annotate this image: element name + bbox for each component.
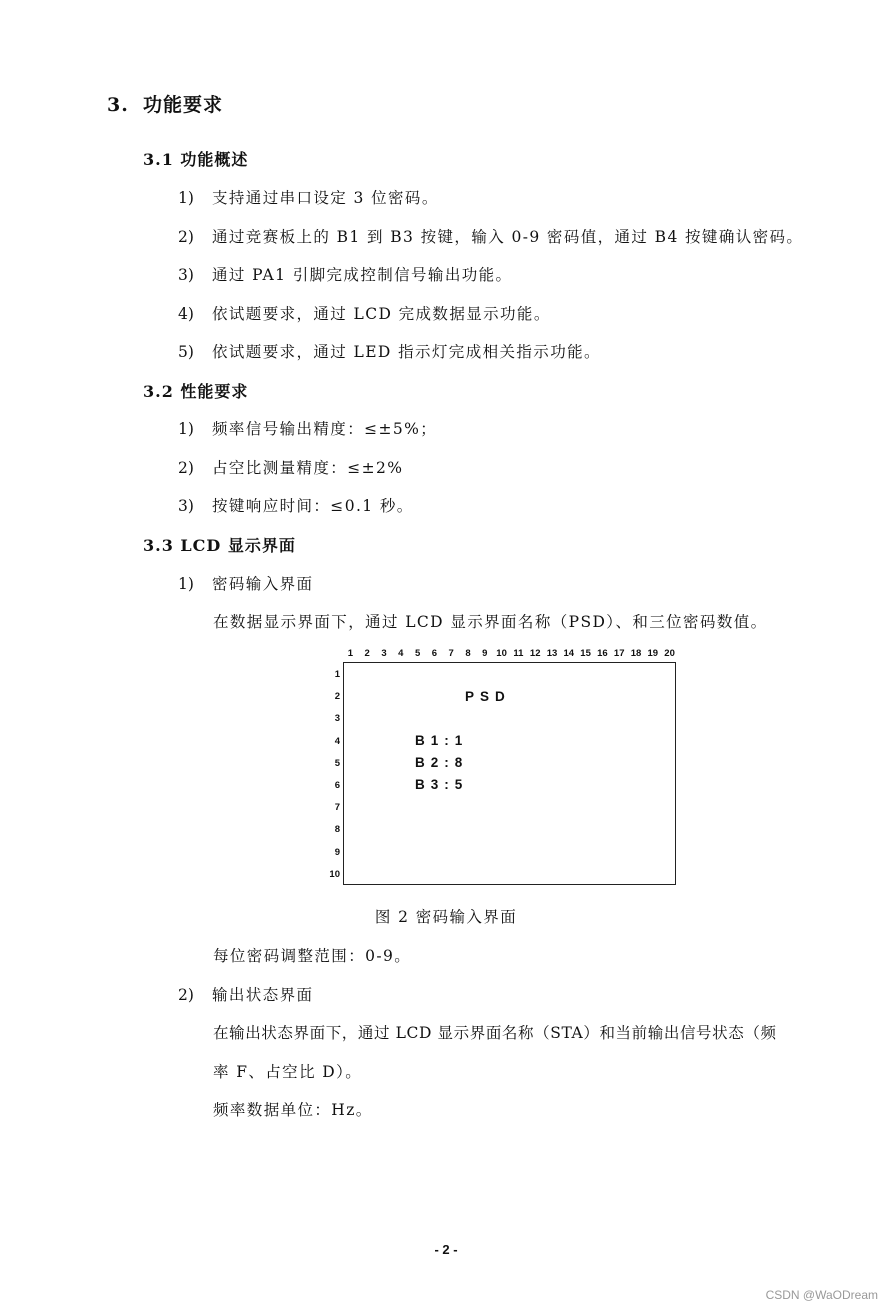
lcd-line-b2: B2:8	[415, 755, 469, 770]
lcd-row-number: 8	[334, 824, 340, 836]
lcd-column-number: 8	[465, 648, 471, 659]
lcd-column-number: 12	[529, 648, 541, 659]
page-number: - 2 -	[434, 1242, 458, 1257]
list-item-text: 通过竞赛板上的 B1 到 B3 按键，输入 0-9 密码值，通过 B4 按键确认密码。	[212, 228, 804, 246]
subsection-title-3-3: 3.3 LCD 显示界面	[143, 536, 296, 555]
lcd-line-b1: B1:1	[415, 733, 469, 748]
list-item-text: 密码输入界面	[212, 575, 314, 593]
list-item	[178, 263, 512, 285]
list-item-number: 1)	[178, 420, 194, 438]
lcd-row-number: 9	[334, 846, 340, 858]
list-item-number: 4)	[178, 305, 194, 323]
list-item	[178, 225, 803, 247]
lcd-column-number: 5	[414, 648, 421, 659]
lcd-title: PSD	[465, 689, 511, 704]
paragraph: 频率数据单位：Hz。	[213, 1101, 373, 1119]
lcd-row-number: 4	[334, 735, 340, 747]
lcd-column-number: 17	[613, 648, 625, 659]
lcd-row-number: 3	[334, 713, 340, 725]
lcd-column-number: 2	[364, 648, 370, 659]
list-item-text: 通过 PA1 引脚完成控制信号输出功能。	[212, 266, 513, 284]
lcd-row-number: 5	[334, 757, 340, 769]
list-item	[178, 186, 439, 208]
list-item-text: 频率信号输出精度：≤±5%；	[212, 420, 438, 438]
lcd-line-b3: B3:5	[415, 777, 469, 792]
lcd-row-number: 10	[329, 868, 340, 880]
lcd-column-number: 18	[630, 648, 642, 659]
lcd-column-number: 11	[513, 648, 524, 659]
watermark: CSDN @WaODream	[765, 1288, 878, 1302]
list-item-text: 占空比测量精度：≤±2%	[212, 459, 404, 477]
lcd-column-number: 16	[597, 648, 608, 659]
list-item-text: 支持通过串口设定 3 位密码。	[212, 189, 439, 207]
list-item-number: 1)	[178, 189, 194, 207]
lcd-column-number: 6	[431, 648, 438, 659]
lcd-column-number: 3	[381, 648, 387, 659]
lcd-column-number: 7	[448, 648, 454, 659]
list-item	[178, 417, 437, 439]
list-item	[178, 340, 601, 362]
list-item-text: 输出状态界面	[212, 986, 314, 1004]
list-item-number: 3)	[178, 266, 194, 284]
lcd-column-number: 15	[580, 648, 591, 659]
lcd-column-number: 13	[546, 648, 558, 659]
list-item-text: 按键响应时间：≤0.1 秒。	[212, 497, 414, 515]
lcd-column-numbers	[342, 648, 678, 662]
list-item-number: 1)	[178, 575, 194, 593]
list-item	[178, 456, 403, 478]
lcd-row-number: 6	[334, 780, 340, 791]
list-item	[178, 494, 414, 516]
lcd-column-number: 19	[647, 648, 659, 659]
list-item-number: 2)	[178, 459, 194, 477]
list-item-text: 依试题要求，通过 LED 指示灯完成相关指示功能。	[212, 343, 601, 361]
section-title: 功能要求	[143, 94, 224, 116]
lcd-row-number: 7	[334, 802, 340, 814]
lcd-column-number: 4	[398, 648, 404, 659]
figure-caption: 图 2 密码输入界面	[374, 908, 518, 926]
subsection-title-3-1: 3.1 功能概述	[143, 150, 249, 169]
lcd-column-number: 1	[347, 648, 354, 659]
list-item-number: 5)	[178, 343, 194, 361]
section-heading	[107, 90, 223, 117]
lcd-column-number: 10	[496, 648, 507, 659]
list-item-number: 2)	[178, 986, 194, 1004]
list-item	[178, 572, 313, 594]
subsection-title-3-2: 3.2 性能要求	[143, 382, 249, 401]
list-item-number: 2)	[178, 228, 194, 246]
paragraph-line: 在输出状态界面下，通过 LCD 显示界面名称（STA）和当前输出信号状态（频	[213, 1024, 777, 1042]
list-item	[178, 302, 551, 324]
lcd-column-number: 20	[664, 648, 675, 659]
paragraph-line: 率 F、占空比 D）。	[213, 1063, 363, 1081]
lcd-row-number: 2	[334, 691, 340, 703]
list-item	[178, 983, 313, 1005]
list-item-text: 依试题要求，通过 LCD 完成数据显示功能。	[212, 305, 551, 323]
lcd-screen	[343, 662, 676, 885]
paragraph: 每位密码调整范围：0-9。	[213, 947, 412, 965]
list-item-number: 3)	[178, 497, 194, 515]
lcd-column-number: 14	[563, 648, 575, 659]
lcd-row-number: 1	[334, 669, 340, 680]
section-number: 3.	[107, 94, 129, 116]
lcd-column-number: 9	[482, 648, 488, 659]
paragraph: 在数据显示界面下，通过 LCD 显示界面名称（PSD）、和三位密码数值。	[213, 613, 768, 631]
lcd-figure	[326, 648, 686, 893]
